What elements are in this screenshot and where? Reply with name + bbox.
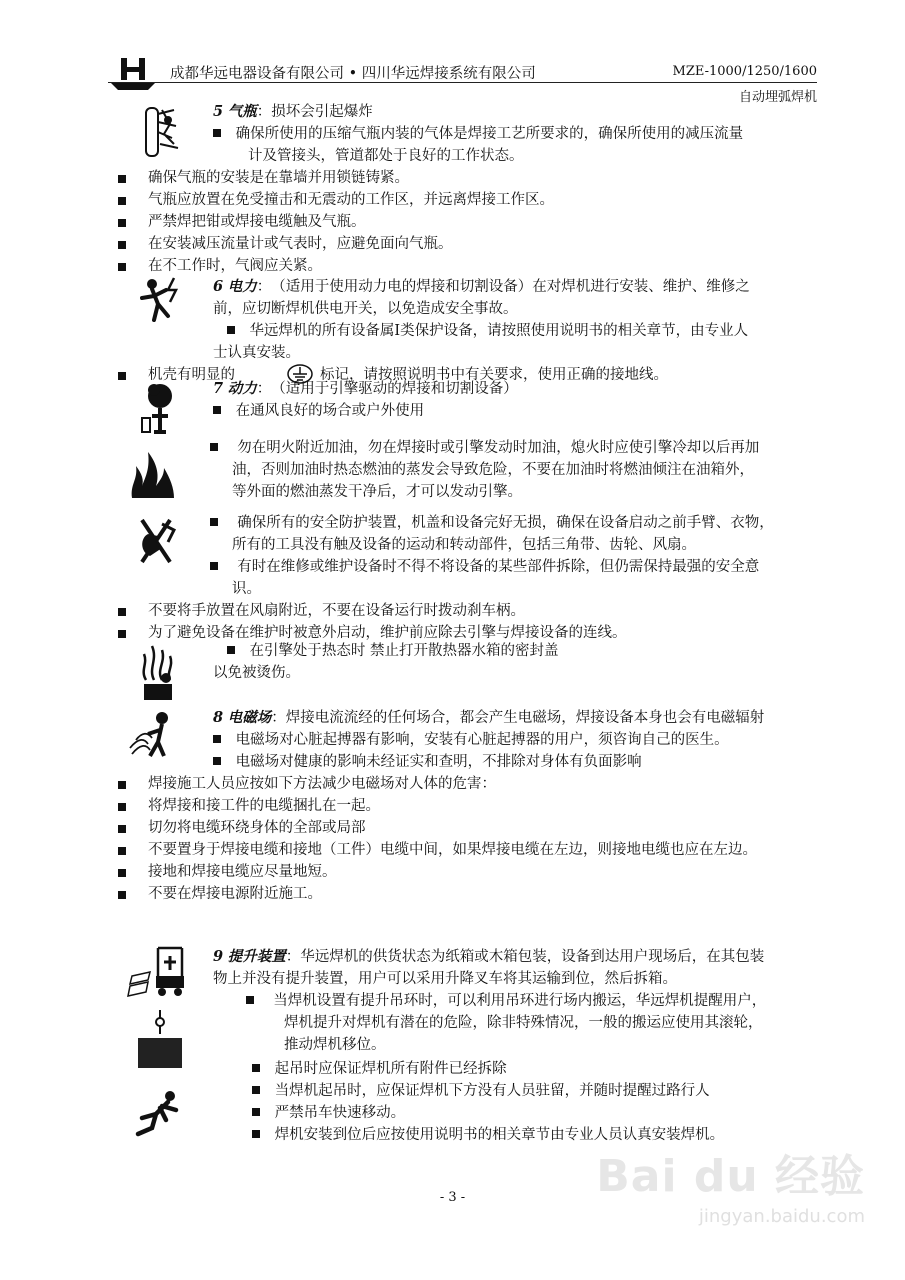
engine-bullet-2-cont1: 油，否则加油时热态燃油的蒸发会导致危险，不要在加油时将燃油倾注在油箱外， xyxy=(232,462,754,478)
header-rule xyxy=(108,82,817,83)
power-bullet-2b: 标记，请按照说明书中有关要求，使用正确的接地线。 xyxy=(320,367,668,383)
lift-heading-cont: 物上并没有提升装置，用户可以采用升降叉车将其运输到位，然后拆箱。 xyxy=(213,971,677,987)
emf-bullet-1: 电磁场对心脏起搏器有影响，安装有心脏起搏器的用户，须咨询自己的医生。 xyxy=(213,729,729,751)
bullet-square xyxy=(118,608,126,616)
engine-heading: 7 动力： （适用于引擎驱动的焊接和切割设备） xyxy=(213,380,518,397)
lift-heading: 9 提升装置：华远焊机的供货状态为纸箱或木箱包装，设备到达用户现场后，在其包装 xyxy=(213,948,765,965)
lift-bullet-4: 严禁吊车快速移动。 xyxy=(252,1102,405,1124)
engine-bullet-3: 确保所有的安全防护装置，机盖和设备完好无损，确保在设备启动之前手臂、衣物， xyxy=(210,512,774,534)
engine-bullet-7: 在引擎处于热态时 禁止打开散热器水箱的密封盖 xyxy=(213,640,559,662)
lift-bullet-2: 起吊时应保证焊机所有附件已经拆除 xyxy=(252,1058,507,1080)
emf-bullet-5: 切勿将电缆环绕身体的全部或局部 xyxy=(148,820,366,836)
engine-bullet-2-cont2: 等外面的燃油蒸发干净后，才可以发动引擎。 xyxy=(232,484,522,500)
power-bullet-1: 华远焊机的所有设备属Ⅰ类保护设备，请按照使用说明书的相关章节，由专业人 xyxy=(213,320,748,342)
bullet-square xyxy=(118,847,126,855)
emf-bullet-7: 接地和焊接电缆应尽量地短。 xyxy=(148,864,337,880)
engine-bullet-5: 不要将手放置在风扇附近，不要在设备运行时拨动刹车柄。 xyxy=(148,603,525,619)
company-logo xyxy=(108,56,158,92)
gas-bullet-main: 确保所使用的压缩气瓶内装的气体是焊接工艺所要求的，确保所使用的减压流量 xyxy=(213,123,743,145)
bullet-square xyxy=(118,869,126,877)
gas-bullet-3: 严禁焊把钳或焊接电缆触及气瓶。 xyxy=(148,214,366,230)
engine-bullet-7-cont: 以免被烫伤。 xyxy=(213,665,300,681)
page-number: - 3 - xyxy=(439,1190,466,1205)
lift-bullet-5: 焊机安装到位后应按使用说明书的相关章节由专业人员认真安装焊机。 xyxy=(252,1124,724,1146)
bullet-square xyxy=(118,175,126,183)
engine-bullet-6: 为了避免设备在维护时被意外启动，维护前应除去引擎与焊接设备的连线。 xyxy=(148,625,627,641)
gas-heading: 5 气瓶：损坏会引起爆炸 xyxy=(213,103,373,120)
exhaust-fumes-icon xyxy=(140,380,180,438)
bullet-square xyxy=(118,372,126,380)
forklift-icon xyxy=(126,942,188,1000)
header-company: 成都华远电器设备有限公司 • 四川华远焊接系统有限公司 xyxy=(170,66,536,82)
emf-bullet-8: 不要在焊接电源附近施工。 xyxy=(148,886,322,902)
hot-steam-icon xyxy=(136,640,178,702)
crane-hook-load-icon xyxy=(134,1010,186,1072)
header-subtitle: 自动埋弧焊机 xyxy=(738,90,817,105)
header-model: MZE-1000/1250/1600 xyxy=(672,64,817,79)
emf-bullet-4: 将焊接和接工件的电缆捆扎在一起。 xyxy=(148,798,380,814)
fire-icon xyxy=(128,446,178,500)
gas-bullet-1: 确保气瓶的安装是在靠墙并用锁链铸紧。 xyxy=(148,170,409,186)
power-heading: 6 电力： （适用于使用动力电的焊接和切割设备）在对焊机进行安装、维护、维修之 xyxy=(213,278,750,295)
power-bullet-2a: 机壳有明显的 xyxy=(148,367,235,383)
gas-bullet-main-cont: 计及管接头，管道都处于良好的工作状态。 xyxy=(248,148,524,164)
power-bullet-1-cont: 士认真安装。 xyxy=(213,345,300,361)
gas-cylinder-icon xyxy=(140,104,180,160)
lift-bullet-1-cont2: 推动焊机移位。 xyxy=(284,1037,386,1053)
bullet-square xyxy=(118,630,126,638)
lift-bullet-1-cont1: 焊机提升对焊机有潜在的危险，除非特殊情况，一般的搬运应使用其滚轮， xyxy=(284,1015,763,1031)
bullet-square xyxy=(118,197,126,205)
gas-bullet-2: 气瓶应放置在免受撞击和无震动的工作区，并远离焊接工作区。 xyxy=(148,192,554,208)
electric-shock-icon xyxy=(138,276,184,324)
emf-heading: 8 电磁场：焊接电流流经的任何场合，都会产生电磁场，焊接设备本身也会有电磁辐射 xyxy=(213,709,765,726)
engine-bullet-4-cont: 识。 xyxy=(232,581,261,597)
engine-bullet-3-cont: 所有的工具没有触及设备的运动和转动部件，包括三角带、齿轮、风扇。 xyxy=(232,537,696,553)
engine-bullet-4: 有时在维修或维护设备时不得不将设备的某些部件拆除，但仍需保持最强的安全意 xyxy=(210,556,759,578)
bullet-square xyxy=(118,891,126,899)
emf-bullet-2: 电磁场对健康的影响未经证实和查明，不排除对身体有负面影响 xyxy=(213,751,642,773)
bullet-square xyxy=(118,219,126,227)
bullet-square xyxy=(118,241,126,249)
engine-bullet-2: 勿在明火附近加油，勿在焊接时或引擎发动时加油，熄火时应使引擎冷却以后再加 xyxy=(210,437,759,459)
bullet-square xyxy=(118,781,126,789)
bullet-square xyxy=(118,825,126,833)
watermark-logo: Bai du 经验 xyxy=(596,1151,865,1202)
lift-bullet-3: 当焊机起吊时，应保证焊机下方没有人员驻留，并随时提醒过路行人 xyxy=(252,1080,710,1102)
emf-bullet-3: 焊接施工人员应按如下方法减少电磁场对人体的危害： xyxy=(148,776,496,792)
power-heading-cont: 前，应切断焊机供电开关，以免造成安全事故。 xyxy=(213,301,518,317)
engine-bullet-1: 在通风良好的场合或户外使用 xyxy=(213,400,424,422)
bullet-square xyxy=(118,803,126,811)
emf-bullet-6: 不要置身于焊接电缆和接地（工件）电缆中间，如果焊接电缆在左边，则接地电缆也应在左边。 xyxy=(148,842,757,858)
gas-bullet-5: 在不工作时，气阀应关紧。 xyxy=(148,258,322,274)
bullet-square xyxy=(118,263,126,271)
gas-bullet-4: 在安装减压流量计或气表时，应避免面向气瓶。 xyxy=(148,236,453,252)
moving-parts-icon xyxy=(134,516,178,566)
electromagnetic-field-icon xyxy=(128,708,178,758)
lift-bullet-1: 当焊机设置有提升吊环时，可以利用吊环进行场内搬运，华远焊机提醒用户， xyxy=(246,990,766,1012)
falling-person-icon xyxy=(130,1088,182,1138)
watermark-url: jingyan.baidu.com xyxy=(698,1206,865,1227)
